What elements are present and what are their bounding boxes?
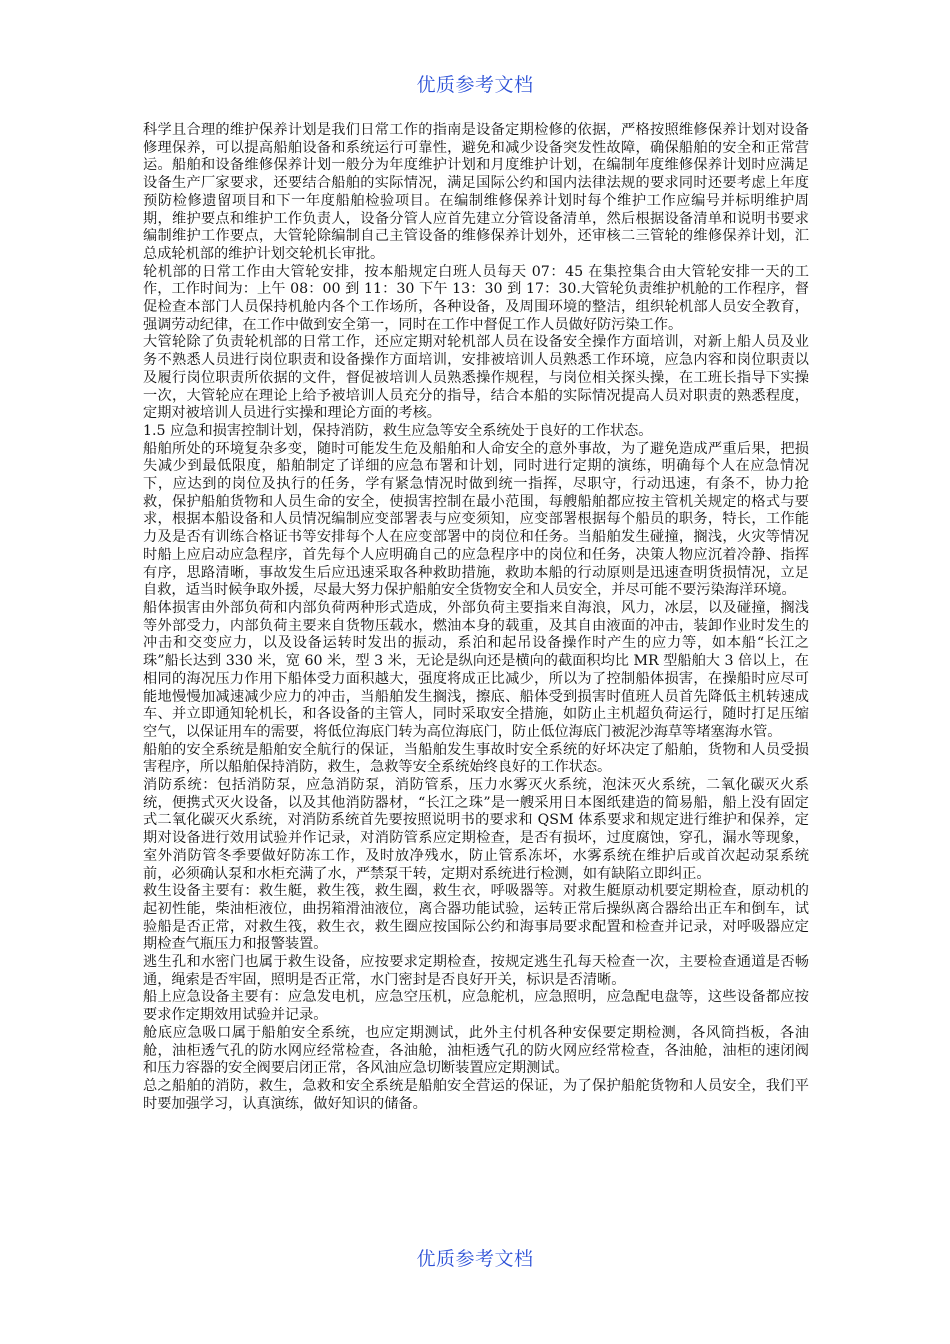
paragraph-conclusion: 总之船舶的消防，救生，急救和安全系统是船舶安全营运的保证，为了保护船舵货物和人员安全，我们平时要加强学习，认真演练，做好知识的储备。 — [143, 1077, 809, 1112]
paragraph-emergency-equipment: 船上应急设备主要有：应急发电机，应急空压机，应急舵机，应急照明，应急配电盘等，这些设备都应按要求作定期效用试验并记录。 — [143, 989, 809, 1024]
paragraph-safety-system: 船舶的安全系统是船舶安全航行的保证，当船舶发生事故时安全系统的好坏决定了船舶，货物和人员受损害程序，所以船舶保持消防，救生，急救等安全系统始终良好的工作状态。 — [143, 741, 809, 776]
paragraph-daily-work: 轮机部的日常工作由大管轮安排，按本船规定白班人员每天 07：45 在集控集合由大管轮安排一天的工作，工作时间为：上午 08：00 到 11：30 下午 13：30 到 17：30.大管轮负责维护机舱的工作程序，督促检查本部门人员保持机舱内各个工作场所，各种设备，及周围环境的整洁，组织轮机部人员安全教育，强调劳动纪律，在工作中做到安全第一，同时在工作中督促工作人员做好防污染工作。 — [143, 263, 809, 333]
paragraph-hull-damage: 船体损害由外部负荷和内部负荷两种形式造成，外部负荷主要指来自海浪，风力，冰层，以及碰撞，搁浅等外部受力，内部负荷主要来自货物压载水，燃油本身的载重，及其自由液面的冲击，装卸作业时发生的冲击和交变应力，以及设备运转时发出的振动，系泊和起吊设备操作时产生的应力等，如本船“长江之珠”船长达到 330 米，宽 60 米，型 3 米，无论是纵向还是横向的截面积均比 MR 型船舶大 3 倍以上，在相同的海况压力作用下船体受力面积越大，强度将成正比减少，所以为了控制船体损害，在操船时应尽可能地慢慢加减速减少应力的冲击，当船舶发生搁浅，擦底、船体受到损害时值班人员首先降低主机转速成车、并立即通知轮机长，和各设备的主管人，同时采取安全措施，如防止主机超负荷运行，随时打足压缩空气，以保证用车的需要，将低位海底门转为高位海底门，防止低位海底门被泥沙海草等堵塞海水管。 — [143, 599, 809, 740]
paragraph-training: 大管轮除了负责轮机部的日常工作，还应定期对轮机部人员在设备安全操作方面培训，对新上船人员及业务不熟悉人员进行岗位职责和设备操作方面培训，安排被培训人员熟悉工作环境，应急内容和岗位职责以及履行岗位职责所依据的文件，督促被培训人员熟悉操作规程，与岗位相关探头操，在工班长指导下实操一次，大管轮应在理论上给予被培训人员充分的指导，结合本船的实际情况提高人员对职责的熟悉程度，定期对被培训人员进行实操和理论方面的考核。 — [143, 334, 809, 422]
paragraph-escape-hatch: 逃生孔和水密门也属于救生设备，应按要求定期检查，按规定逃生孔每天检查一次，主要检查通道是否畅通，绳索是否牢固，照明是否正常，水门密封是否良好开关，标识是否清晰。 — [143, 954, 809, 988]
page-header: 优质参考文档 — [416, 74, 534, 96]
paragraph-emergency-plan: 船舶所处的环境复杂多变，随时可能发生危及船舶和人命安全的意外事故，为了避免造成严重后果，把损失减少到最低限度，船舶制定了详细的应急布署和计划，同时进行定期的演练，明确每个人在应急情况下，应达到的岗位及执行的任务，学有紧急情况时做到统一指挥，尽职守，行动迅速，有条不，协力抢救，保护船舶货物和人员生命的安全，使损害控制在最小范围，每艘船舶都应按主管机关规定的格式与要求，根据本船设备和人员情况编制应变部署表与应变须知，应变部署根据每个船员的职务，特长，工作能力及是否有训练合格证书等安排每个人在应变部署中的岗位和任务。当船舶发生碰撞，搁浅，火灾等情况时船上应启动应急程序，首先每个人应明确自己的应急程序中的岗位和任务，决策人物应沉着冷静、指挥有序，思路清晰，事故发生后应迅速采取各种救助措施，救助本船的行动原则是迅速查明货损情况，立足自救，适当时候争取外援，尽最大努力保护船舶安全货物安全和人员安全，并尽可能不要污染海洋环境。 — [143, 440, 809, 599]
page-footer: 优质参考文档 — [416, 1248, 534, 1270]
paragraph-maintenance-plan: 科学且合理的维护保养计划是我们日常工作的指南是设备定期检修的依据，严格按照维修保养计划对设备修理保养，可以提高船舶设备和系统运行可靠性，避免和减少设备突发性故障，确保船舶的安全和正常营运。船舶和设备维修保养计划一般分为年度维护计划和月度维护计划，在编制年度维修保养计划时应满足设备生产厂家要求，还要结合船舶的实际情况，满足国际公约和国内法律法规的要求同时还要考虑上年度预防检修遗留项目和下一年度船舶检验项目。在编制维修保养计划时每个维护工作应编号并标明维护周期，维护要点和维护工作负责人，设备分管人应首先建立分管设备清单，然后根据设备清单和说明书要求编制维护工作要点，大管轮除编制自己主管设备的维修保养计划外，还审核二三管轮的维修保养计划，汇总成轮机部的维护计划交轮机长审批。 — [143, 122, 809, 262]
paragraph-bilge-suction: 舱底应急吸口属于船舶安全系统，也应定期测试，此外主付机各种安保要定期检测，各风筒挡板，各油舱，油柜透气孔的防水网应经常检查，各油舱，油柜透气孔的防火网应经常检查，各油舱，油柜的速闭阀和压力容器的安全阀要启闭正常，各风油应急切断装置应定期测试。 — [143, 1024, 809, 1077]
paragraph-lifesaving: 救生设备主要有：救生艇，救生筏，救生圈，救生衣，呼吸器等。对救生艇原动机要定期检查，原动机的起初性能，柴油柜液位，曲拐箱滑油液位，离合器功能试验，运转正常后操纵离合器给出正车和倒车，试验船是否正常，对救生筏，救生衣，救生圈应按国际公约和海事局要求配置和检查并记录，对呼吸器应定期检查气瓶压力和报警装置。 — [143, 883, 809, 953]
section-heading: 1.5 应急和损害控制计划，保持消防，救生应急等安全系统处于良好的工作状态。 — [143, 422, 653, 439]
document-body — [143, 122, 809, 1113]
paragraph-fire-system: 消防系统：包括消防泵，应急消防泵，消防管系，压力水雾灭火系统，泡沫灭火系统，二氧化碳灭火系统，便携式灭火设备，以及其他消防器材，“长江之珠”是一艘采用日本图纸建造的简易船，船上没有固定式二氧化碳灭火系统，对消防系统首先要按照说明书的要求和 QSM 体系要求和规定进行维护和保养，定期对设备进行效用试验并作记录，对消防管系应定期检查，是否有损坏，过度腐蚀，穿孔，漏水等现象，室外消防管冬季要做好防冻工作，及时放净残水，防止管系冻坏，水雾系统在维护后或首次起动泵系统前，必须确认泵和水柜充满了水，严禁泵干转，定期对系统进行检测，如有缺陷立即纠正。 — [143, 777, 809, 882]
